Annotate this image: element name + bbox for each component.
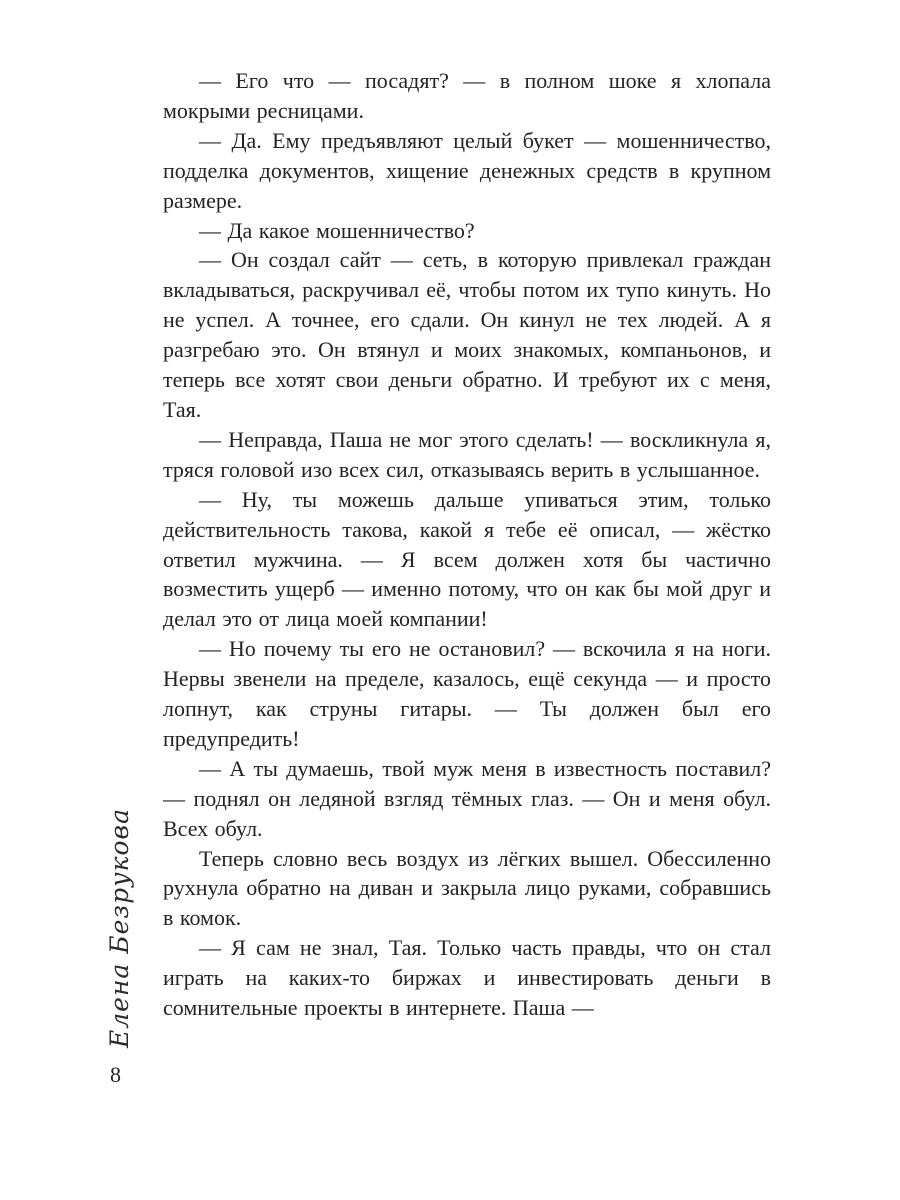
paragraph: — Неправда, Паша не мог этого сделать! — воскликнула я, тряся головой изо всех сил, отказываясь верить в услышанное. <box>163 426 771 482</box>
page-number: 8 <box>110 1062 121 1087</box>
paragraph: — Но почему ты его не остановил? — вскочила я на ноги. Нервы звенели на пределе, казалось, ещё секунда — и просто лопнут, как струны гитары. — Ты должен был его предупредить! <box>163 636 771 751</box>
paragraph: — Ну, ты можешь дальше упиваться этим, только действительность такова, какой я тебе её описал, — жёстко ответил мужчина. — Я всем должен хотя бы частично возместить ущерб — именно потому, что он как бы мой друг и делал это от лица моей компании! <box>163 486 771 632</box>
paragraph: — Я сам не знал, Тая. Только часть правды, что он стал играть на каких-то биржах и инвестировать деньги в сомнительные проекты в интернете. Паша — <box>163 935 771 1021</box>
author-signature: Елена Безрукова <box>105 807 134 1049</box>
paragraph: Теперь словно весь воздух из лёгких вышел. Обессиленно рухнула обратно на диван и закрыла лицо руками, собравшись в комок. <box>163 845 771 931</box>
paragraph: — А ты думаешь, твой муж меня в известность поставил? — поднял он ледяной взгляд тёмных глаз. — Он и меня обул. Всех обул. <box>163 755 771 841</box>
text-block <box>163 66 771 1023</box>
paragraph: — Да. Ему предъявляют целый букет — мошенничество, подделка документов, хищение денежных средств в крупном размере. <box>163 127 771 213</box>
paragraph: — Его что — посадят? — в полном шоке я хлопала мокрыми ресницами. <box>163 68 771 123</box>
paragraph: — Да какое мошенничество? <box>199 217 475 243</box>
paragraph: — Он создал сайт — сеть, в которую привлекал граждан вкладываться, раскручивал её, чтобы потом их тупо кинуть. Но не успел. А точнее, его сдали. Он кинул не тех людей. А я разгребаю это. Он втянул и моих знакомых, компаньонов, и теперь все хотят свои деньги обратно. И требуют их с меня, Тая. <box>163 247 771 422</box>
